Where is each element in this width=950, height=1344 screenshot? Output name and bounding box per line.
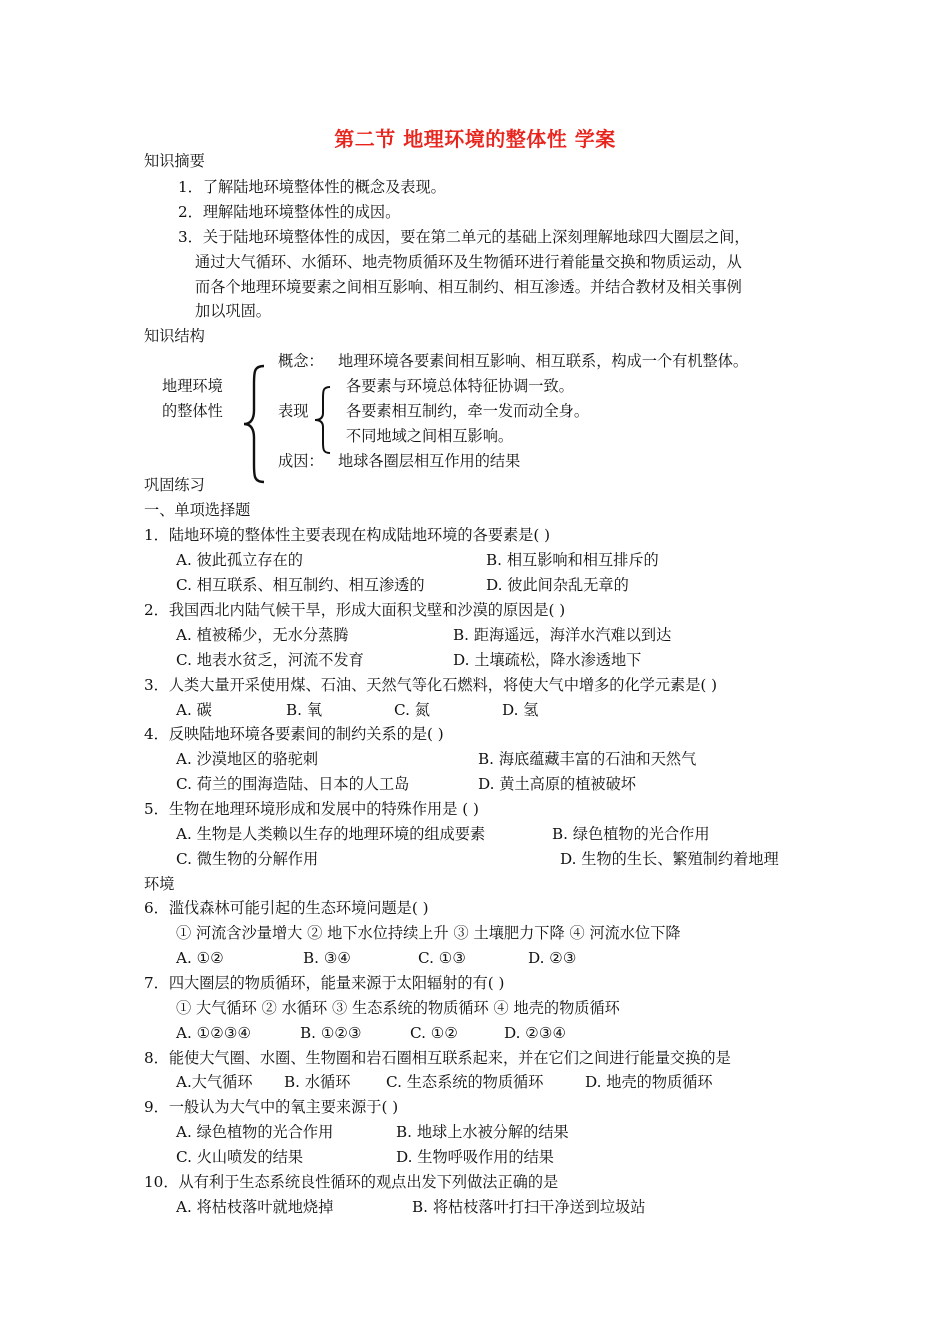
question-option: A. ①②③④ (176, 1024, 252, 1042)
question-option: C. 生态系统的物质循环 (386, 1073, 544, 1091)
question-option: C. 火山喷发的结果 (176, 1148, 304, 1166)
structure-heading: 知识结构 (144, 327, 205, 345)
question-stem: 3．人类大量开采使用煤、石油、天然气等化石燃料，将使大气中增多的化学元素是( ) (144, 676, 718, 694)
question-stem: 10．从有利于生态系统良性循环的观点出发下列做法正确的是 (144, 1173, 559, 1191)
large-brace-icon (240, 364, 270, 484)
small-brace-icon (312, 385, 334, 455)
question-option: D. 生物呼吸作用的结果 (396, 1148, 554, 1166)
question-option: A. 植被稀少，无水分蒸腾 (176, 626, 349, 644)
summary-item: 2．理解陆地环境整体性的成因。 (178, 203, 401, 221)
question-option: D. 彼此间杂乱无章的 (486, 576, 629, 594)
question-stem: 7．四大圈层的物质循环，能量来源于太阳辐射的有( ) (144, 974, 505, 992)
question-stem: 4．反映陆地环境各要素间的制约关系的是( ) (144, 725, 444, 743)
question-option: D. 土壤疏松，降水渗透地下 (453, 651, 642, 669)
question-option: A. 碳 (176, 701, 212, 719)
summary-item: 而各个地理环境要素之间相互影响、相互制约、相互渗透。并结合教材及相关事例 (195, 278, 742, 296)
summary-item: 3．关于陆地环境整体性的成因，要在第二单元的基础上深刻理解地球四大圈层之间， (178, 228, 750, 246)
question-option: B. ③④ (303, 949, 352, 967)
question-option: C. ①② (410, 1024, 458, 1042)
question-option: C. 氮 (394, 701, 430, 719)
summary-item: 1．了解陆地环境整体性的概念及表现。 (178, 178, 446, 196)
question-option: A. 绿色植物的光合作用 (176, 1123, 334, 1141)
question-stem: 2．我国西北内陆气候干旱，形成大面积戈壁和沙漠的原因是( ) (144, 601, 566, 619)
question-stem: 5．生物在地理环境形成和发展中的特殊作用是 ( ) (144, 800, 479, 818)
question-option: A. 生物是人类赖以生存的地理环境的组成要素 (176, 825, 486, 843)
summary-item: 加以巩固。 (195, 302, 271, 320)
question-stem: 1．陆地环境的整体性主要表现在构成陆地环境的各要素是( ) (144, 526, 551, 544)
expression-item: 各要素与环境总体特征协调一致。 (346, 377, 574, 395)
expression-label: 表现 (278, 402, 309, 420)
page-title: 第二节 地理环境的整体性 学案 (334, 127, 616, 151)
question-option: A. ①② (176, 949, 224, 967)
question-option: C. ①③ (418, 949, 466, 967)
practice-heading: 巩固练习 (144, 476, 205, 494)
question-items: ① 河流含沙量增大 ② 地下水位持续上升 ③ 土壤肥力下降 ④ 河流水位下降 (176, 924, 681, 942)
question-stem: 8．能使大气圈、水圈、生物圈和岩石圈相互联系起来，并在它们之间进行能量交换的是 (144, 1049, 731, 1067)
question-option: B. 氧 (286, 701, 323, 719)
structure-root-line2: 的整体性 (162, 402, 223, 420)
question-option: C. 地表水贫乏，河流不发育 (176, 651, 364, 669)
question-option: B. 绿色植物的光合作用 (552, 825, 710, 843)
structure-root-line1: 地理环境 (162, 377, 223, 395)
summary-heading: 知识摘要 (144, 152, 205, 170)
cause-label: 成因： (278, 452, 324, 470)
question-option: D. 黄土高原的植被破坏 (478, 775, 636, 793)
question-option: D. ②③④ (504, 1024, 567, 1042)
question-option: C. 相互联系、相互制约、相互渗透的 (176, 576, 425, 594)
section-heading: 一、单项选择题 (144, 501, 251, 519)
question-option: B. 相互影响和相互排斥的 (486, 551, 659, 569)
question-option: C. 微生物的分解作用 (176, 850, 319, 868)
question-option: D. 地壳的物质循环 (585, 1073, 713, 1091)
question-option: D. ②③ (528, 949, 577, 967)
question-option: C. 荷兰的围海造陆、日本的人工岛 (176, 775, 410, 793)
question-option: A. 彼此孤立存在的 (176, 551, 303, 569)
question-option: B. 将枯枝落叶打扫干净送到垃圾站 (412, 1198, 646, 1216)
question-stem: 9．一般认为大气中的氧主要来源于( ) (144, 1098, 399, 1116)
question-option-wrap: 环境 (144, 875, 175, 893)
question-items: ① 大气循环 ② 水循环 ③ 生态系统的物质循环 ④ 地壳的物质循环 (176, 999, 620, 1017)
question-option: B. ①②③ (300, 1024, 362, 1042)
cause-text: 地球各圈层相互作用的结果 (338, 452, 521, 470)
question-option: A.大气循环 (176, 1073, 253, 1091)
question-option: B. 地球上水被分解的结果 (396, 1123, 569, 1141)
question-option: B. 水循环 (284, 1073, 351, 1091)
expression-item: 各要素相互制约，牵一发而动全身。 (346, 402, 589, 420)
question-option: A. 将枯枝落叶就地烧掉 (176, 1198, 334, 1216)
question-option: A. 沙漠地区的骆驼刺 (176, 750, 319, 768)
summary-item: 通过大气循环、水循环、地壳物质循环及生物循环进行着能量交换和物质运动，从 (195, 253, 742, 271)
question-stem: 6．滥伐森林可能引起的生态环境问题是( ) (144, 899, 429, 917)
concept-label: 概念： (278, 352, 324, 370)
concept-text: 地理环境各要素间相互影响、相互联系，构成一个有机整体。 (338, 352, 749, 370)
question-option: B. 海底蕴藏丰富的石油和天然气 (478, 750, 697, 768)
question-option: D. 生物的生长、繁殖制约着地理 (560, 850, 779, 868)
question-option: D. 氢 (502, 701, 539, 719)
question-option: B. 距海遥远，海洋水汽难以到达 (453, 626, 672, 644)
expression-item: 不同地域之间相互影响。 (346, 427, 514, 445)
